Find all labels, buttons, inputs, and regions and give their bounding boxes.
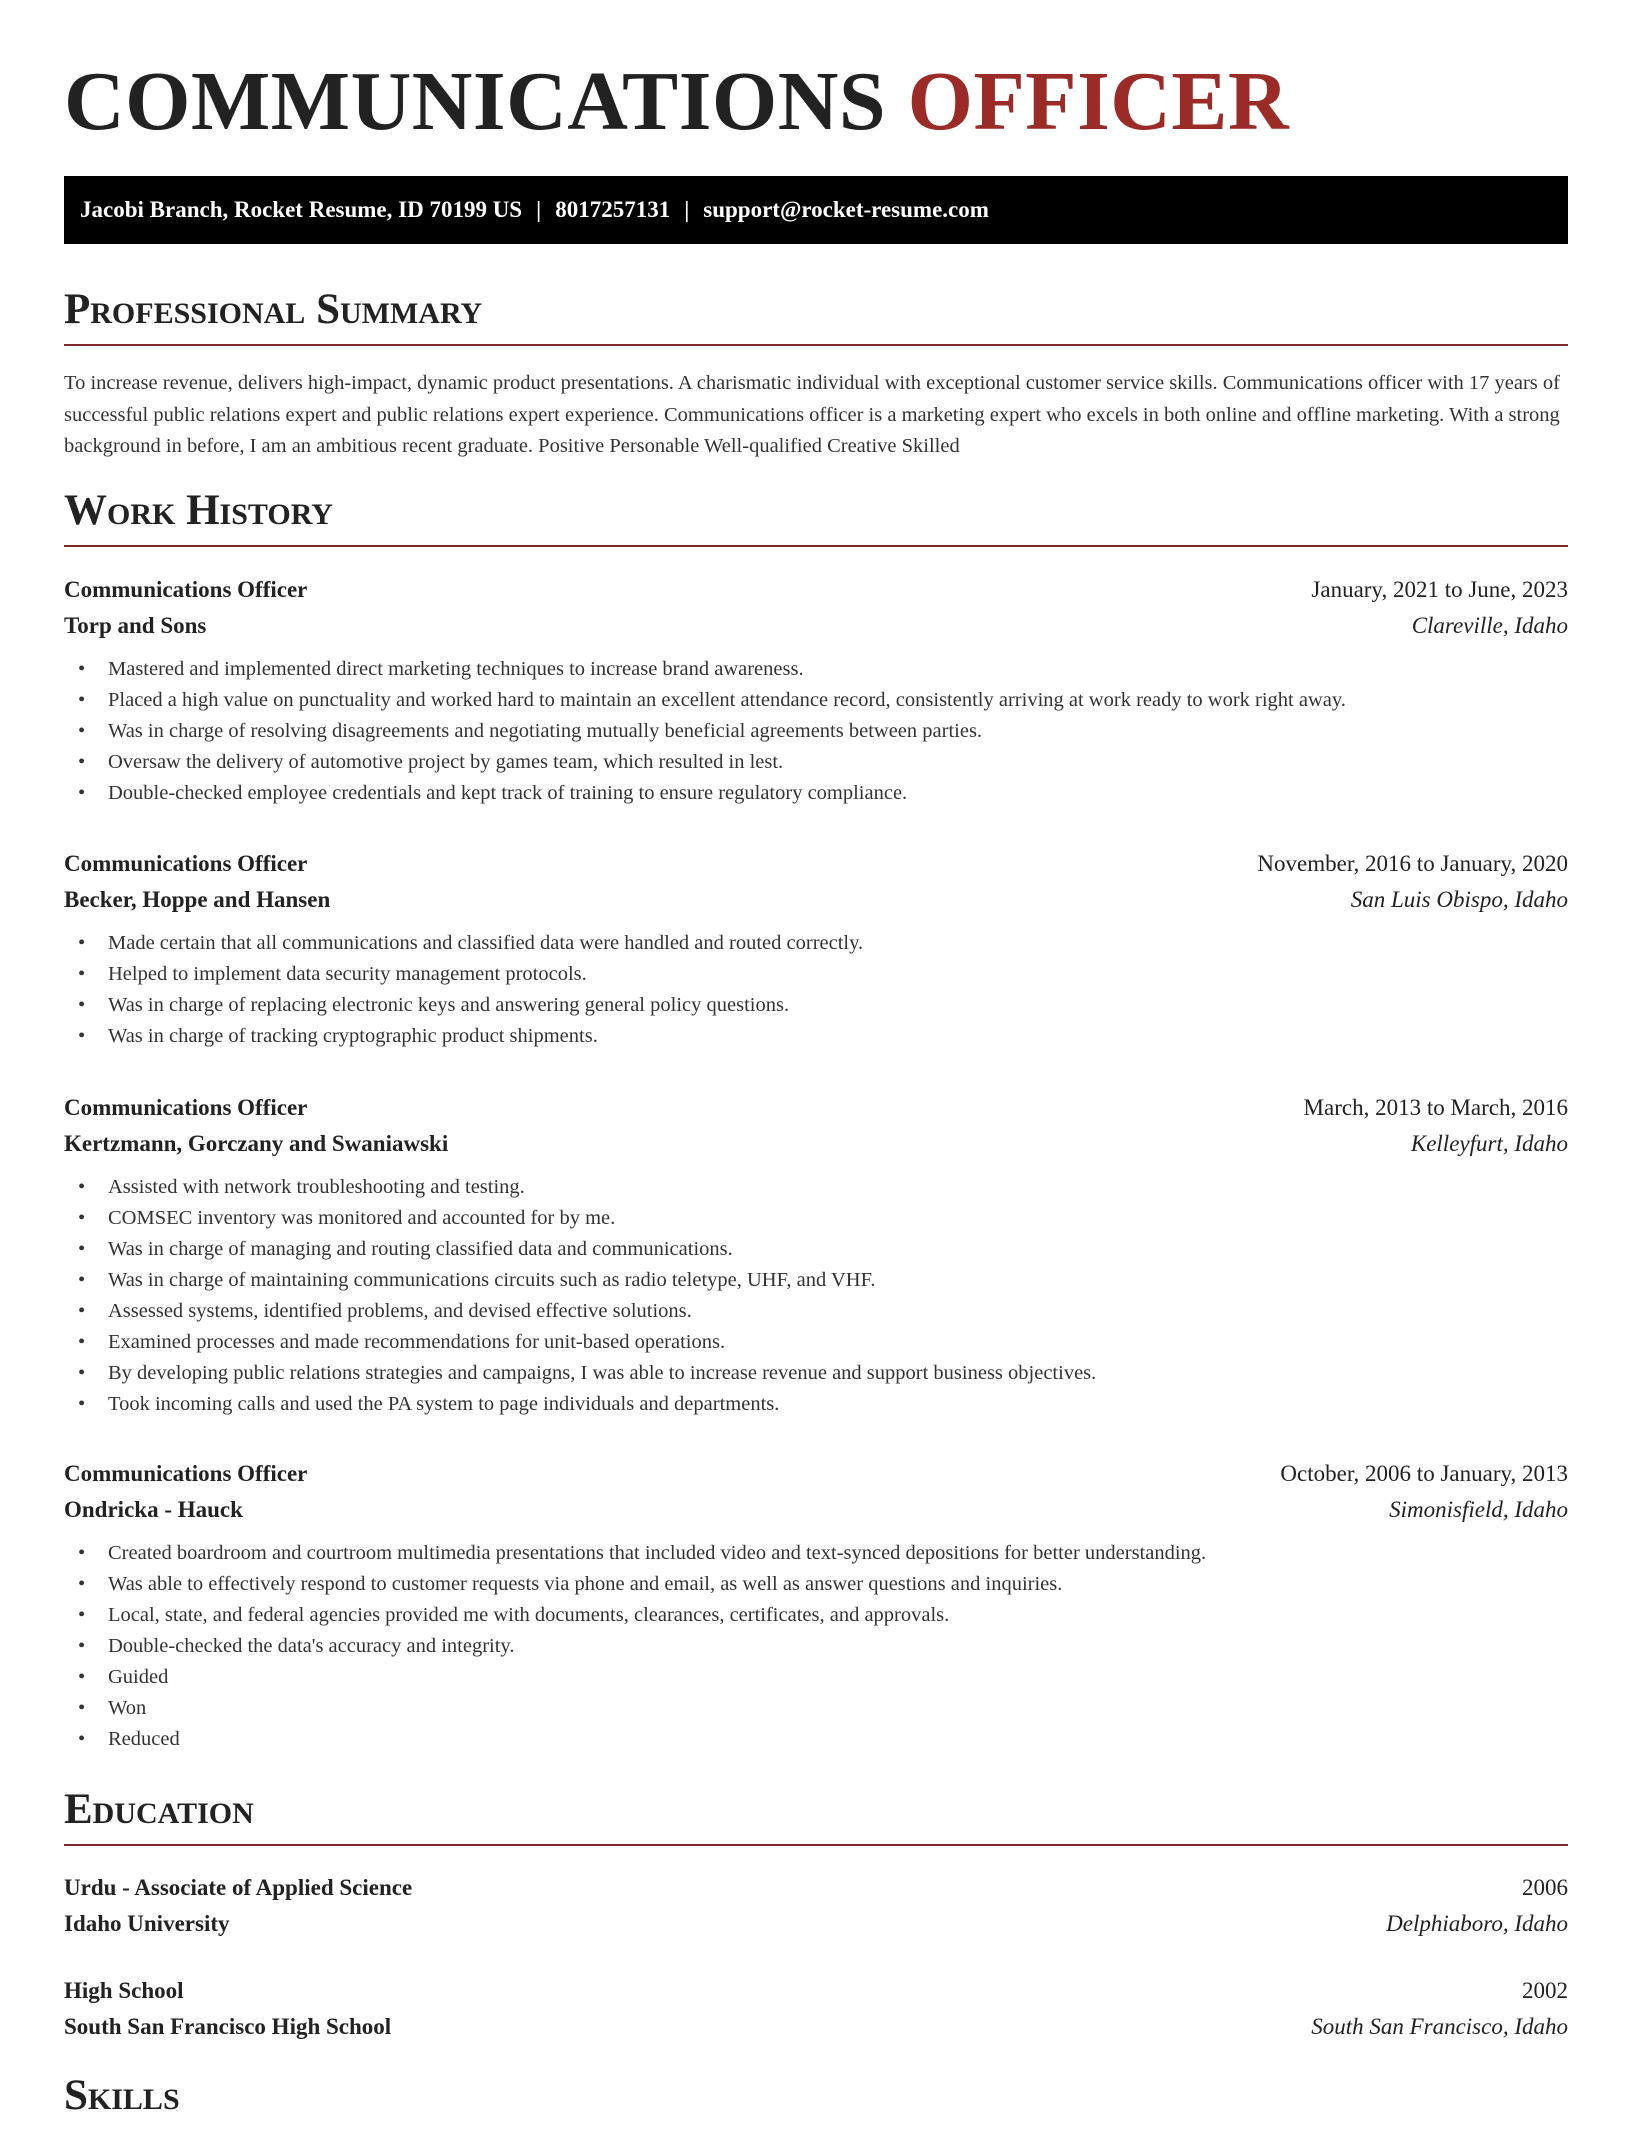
title-main: COMMUNICATIONS [64,55,887,148]
job-bullet: • Examined processes and made recommendations for unit-based operations. [64,1327,1568,1358]
job-location: Clareville, Idaho [1411,613,1568,638]
contact-separator: | [684,197,690,222]
education-location: Delphiaboro, Idaho [1386,1911,1568,1936]
job-header [64,846,1568,882]
education-degree: High School [64,1978,184,2003]
job-dates: November, 2016 to January, 2020 [1257,851,1568,876]
title-accent: OFFICER [907,55,1290,148]
job-bullets [64,654,1568,809]
job-title: Communications Officer [64,1461,308,1486]
education-header [64,1870,1568,1906]
job-bullet: • Was in charge of resolving disagreements and negotiating mutually beneficial agreements between parties. [64,716,1568,747]
job-subheader [64,1126,1568,1162]
education-header [64,1973,1568,2009]
resume-title [64,52,1289,152]
job-bullet: • Created boardroom and courtroom multimedia presentations that included video and text-synced depositions for better understanding. [64,1538,1568,1569]
section-heading-skills: Skills [64,2072,180,2119]
job-bullet: • Oversaw the delivery of automotive project by games team, which resulted in lest. [64,747,1568,778]
job-bullet: • Won [64,1693,1568,1724]
job-dates: October, 2006 to January, 2013 [1280,1461,1568,1486]
job-header [64,572,1568,608]
job-header [64,1090,1568,1126]
job-bullet: • Was able to effectively respond to customer requests via phone and email, as well as answer questions and inquiries. [64,1569,1568,1600]
job-bullet: • Was in charge of managing and routing classified data and communications. [64,1234,1568,1265]
job-company: Kertzmann, Gorczany and Swaniawski [64,1131,449,1156]
education-subheader [64,1906,1568,1942]
job-dates: January, 2021 to June, 2023 [1311,577,1568,602]
job-bullet: • By developing public relations strategies and campaigns, I was able to increase revenue and support business objectives. [64,1358,1568,1389]
job-subheader [64,882,1568,918]
education-year: 2002 [1522,1978,1568,2003]
job-bullet: • Was in charge of maintaining communications circuits such as radio teletype, UHF, and VHF. [64,1265,1568,1296]
job-title: Communications Officer [64,577,308,602]
job-dates: March, 2013 to March, 2016 [1303,1095,1568,1120]
job-entry [64,572,1568,809]
job-bullet: • Double-checked employee credentials and kept track of training to ensure regulatory compliance. [64,778,1568,809]
job-bullet: • Placed a high value on punctuality and worked hard to maintain an excellent attendance record, consistently arriving at work ready to work right away. [64,685,1568,716]
job-bullet: • Assessed systems, identified problems, and devised effective solutions. [64,1296,1568,1327]
job-bullet: • Made certain that all communications and classified data were handled and routed correctly. [64,928,1568,959]
job-subheader [64,1492,1568,1528]
job-location: Kelleyfurt, Idaho [1410,1131,1568,1156]
education-entry [64,1870,1568,1942]
education-school: Idaho University [64,1911,230,1936]
contact-bar [64,176,1568,244]
job-title: Communications Officer [64,1095,308,1120]
job-title: Communications Officer [64,851,308,876]
job-subheader [64,608,1568,644]
section-heading-summary: Professional Summary [64,284,1568,346]
professional-summary: To increase revenue, delivers high-impact, dynamic product presentations. A charismatic individual with exceptional customer service skills. Communications officer with 17 years of successful public relations expert and public relations expert experience. Communications officer is a marketing expert who excels in both online and offline marketing. With a strong background in before, I am an ambitious recent graduate. Positive Personable Well-qualified Creative Skilled [64,372,1560,457]
job-company: Torp and Sons [64,613,207,638]
job-location: San Luis Obispo, Idaho [1350,887,1568,912]
education-location: South San Francisco, Idaho [1311,2014,1568,2039]
job-entry [64,1090,1568,1420]
job-entry [64,1456,1568,1755]
job-header [64,1456,1568,1492]
contact-separator: | [536,197,542,222]
job-bullets [64,1538,1568,1755]
contact-address: Jacobi Branch, Rocket Resume, ID 70199 US [80,197,523,222]
job-bullets [64,1172,1568,1420]
job-bullet: • Local, state, and federal agencies provided me with documents, clearances, certificates, and approvals. [64,1600,1568,1631]
job-company: Becker, Hoppe and Hansen [64,887,331,912]
job-entry [64,846,1568,1052]
education-entry [64,1973,1568,2045]
education-subheader [64,2009,1568,2045]
job-bullet: • Helped to implement data security management protocols. [64,959,1568,990]
education-year: 2006 [1522,1875,1568,1900]
job-bullet: • Double-checked the data's accuracy and integrity. [64,1631,1568,1662]
job-bullet: • COMSEC inventory was monitored and accounted for by me. [64,1203,1568,1234]
education-degree: Urdu - Associate of Applied Science [64,1875,413,1900]
education-school: South San Francisco High School [64,2014,392,2039]
contact-phone: 8017257131 [555,197,671,222]
job-bullet: • Assisted with network troubleshooting and testing. [64,1172,1568,1203]
section-heading-work-history: Work History [64,485,1568,547]
job-location: Simonisfield, Idaho [1389,1497,1568,1522]
job-bullet: • Was in charge of tracking cryptographic product shipments. [64,1021,1568,1052]
job-bullet: • Took incoming calls and used the PA system to page individuals and departments. [64,1389,1568,1420]
contact-email: support@rocket-resume.com [703,197,989,222]
job-company: Ondricka - Hauck [64,1497,243,1522]
job-bullet: • Reduced [64,1724,1568,1755]
job-bullet: • Guided [64,1662,1568,1693]
job-bullet: • Was in charge of replacing electronic keys and answering general policy questions. [64,990,1568,1021]
section-heading-education: Education [64,1784,1568,1846]
job-bullet: • Mastered and implemented direct marketing techniques to increase brand awareness. [64,654,1568,685]
job-bullets [64,928,1568,1052]
